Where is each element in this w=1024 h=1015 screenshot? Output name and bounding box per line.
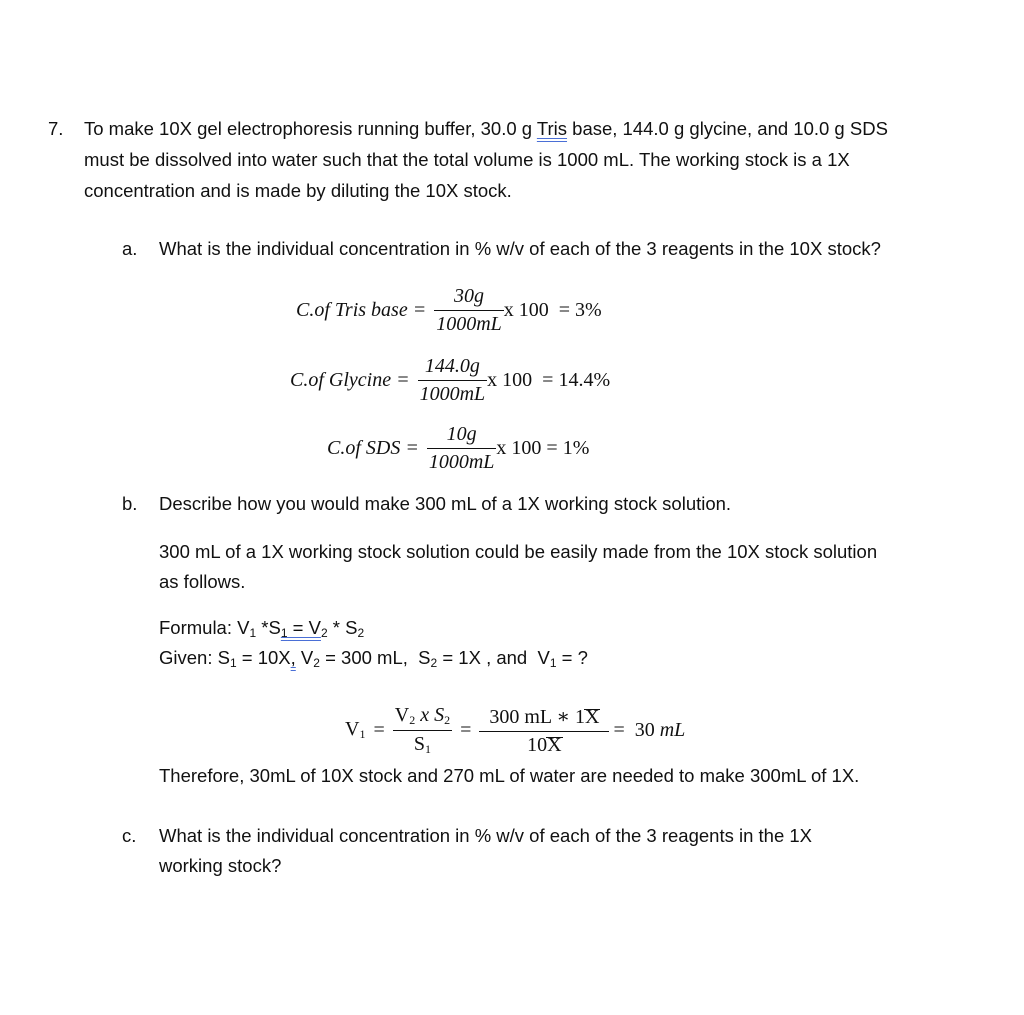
formula-text: * S: [327, 617, 358, 638]
v1-calculation: [345, 700, 685, 760]
question-text-line1: [84, 113, 888, 144]
question-text-line2: must be dissolved into water such that the total volume is 1000 mL. The working stock is a 1X: [84, 149, 850, 170]
formula-text: Formula: V: [159, 617, 250, 638]
equation-lhs: C.of Tris base =: [296, 298, 427, 321]
part-b-answer-line2: as follows.: [159, 571, 246, 592]
fraction-numerator: [479, 704, 609, 731]
question-text-line3: concentration and is made by diluting the 10X stock.: [84, 180, 512, 201]
fraction-numerator: 10g: [446, 422, 477, 445]
part-c-question-line2: working stock?: [159, 855, 282, 876]
part-c-letter: c.: [122, 825, 137, 846]
equation-rhs: x 100 = 1%: [496, 436, 590, 459]
tris-word: Tris: [536, 118, 568, 139]
given-text: = 10X: [236, 647, 291, 668]
fraction: [434, 285, 504, 336]
equation-tris: [296, 282, 602, 338]
subscript: 2: [357, 626, 365, 640]
subscript: 2: [444, 712, 451, 727]
math-text: 300 mL ∗ 1: [489, 705, 585, 728]
equation-glycine: [290, 352, 610, 408]
equation-rhs: x 100 = 14.4%: [487, 368, 611, 391]
cancelled-unit: X: [547, 733, 562, 756]
fraction: [393, 704, 452, 757]
part-b-answer-line1: 300 mL of a 1X working stock solution could be easily made from the 10X stock solution: [159, 541, 878, 562]
fraction-denominator: 1000mL: [418, 380, 488, 406]
v1-symbol: V: [345, 718, 360, 740]
subscript: 1: [229, 656, 237, 670]
given-text: ,: [290, 647, 296, 668]
subscript: 1: [424, 741, 431, 756]
question-text-part: To make 10X gel electrophoresis running buffer, 30.0 g: [84, 118, 537, 139]
part-a-letter: a.: [122, 238, 138, 259]
part-a-question: What is the individual concentration in % w/v of each of the 3 reagents in the 10X stock?: [159, 238, 881, 259]
equation-rhs: x 100 = 3%: [503, 298, 602, 321]
formula-text: *S: [256, 617, 281, 638]
subscript: 2: [430, 656, 438, 670]
subscript: 1: [280, 626, 288, 640]
equals-sign: =: [460, 718, 472, 741]
given-text: V: [295, 647, 314, 668]
given-text: = 1X , and V: [437, 647, 550, 668]
part-b-conclusion: Therefore, 30mL of 10X stock and 270 mL of water are needed to make 300mL of 1X.: [159, 765, 860, 786]
equals-sign: =: [373, 718, 385, 741]
fraction: [479, 704, 609, 757]
given-text: = ?: [556, 647, 588, 668]
math-text: 10: [527, 733, 548, 756]
fraction-denominator: 1000mL: [427, 448, 497, 474]
given-text: = 300 mL, S: [319, 647, 431, 668]
part-b-letter: b.: [122, 493, 138, 514]
fraction-denominator: 1000mL: [434, 310, 504, 336]
part-c-question-line1: What is the individual concentration in % w/v of each of the 3 reagents in the 1X: [159, 825, 813, 846]
math-text: x S: [415, 703, 445, 726]
subscript: 1: [359, 727, 366, 741]
fraction-numerator: [393, 704, 452, 730]
fraction-denominator: [479, 731, 609, 757]
subscript: 1: [249, 626, 257, 640]
part-b-question: Describe how you would make 300 mL of a 1X working stock solution.: [159, 493, 732, 514]
subscript: 2: [320, 626, 328, 640]
formula-text: = V: [287, 617, 321, 638]
subscript: 2: [313, 656, 320, 670]
equals-result: = 30: [613, 718, 660, 741]
subscript: 2: [409, 712, 416, 727]
math-text: S: [413, 732, 425, 755]
question-number: 7.: [48, 118, 64, 139]
math-text: V: [394, 703, 410, 726]
subscript: 1: [549, 656, 557, 670]
given-text: Given: S: [159, 647, 230, 668]
equation-sds: [327, 420, 589, 476]
fraction-numerator: 30g: [453, 284, 484, 307]
result-unit: mL: [659, 718, 686, 741]
fraction: [418, 355, 488, 406]
v1-lhs: [345, 718, 365, 742]
equation-lhs: C.of Glycine =: [290, 368, 410, 391]
fraction-numerator: 144.0g: [424, 354, 480, 377]
fraction: [427, 423, 497, 474]
given-line: [159, 642, 588, 679]
cancelled-unit: X: [584, 705, 600, 728]
question-text-part: base, 144.0 g glycine, and 10.0 g SDS: [567, 118, 888, 139]
fraction-denominator: [393, 730, 452, 757]
equation-lhs: C.of SDS =: [327, 436, 419, 459]
